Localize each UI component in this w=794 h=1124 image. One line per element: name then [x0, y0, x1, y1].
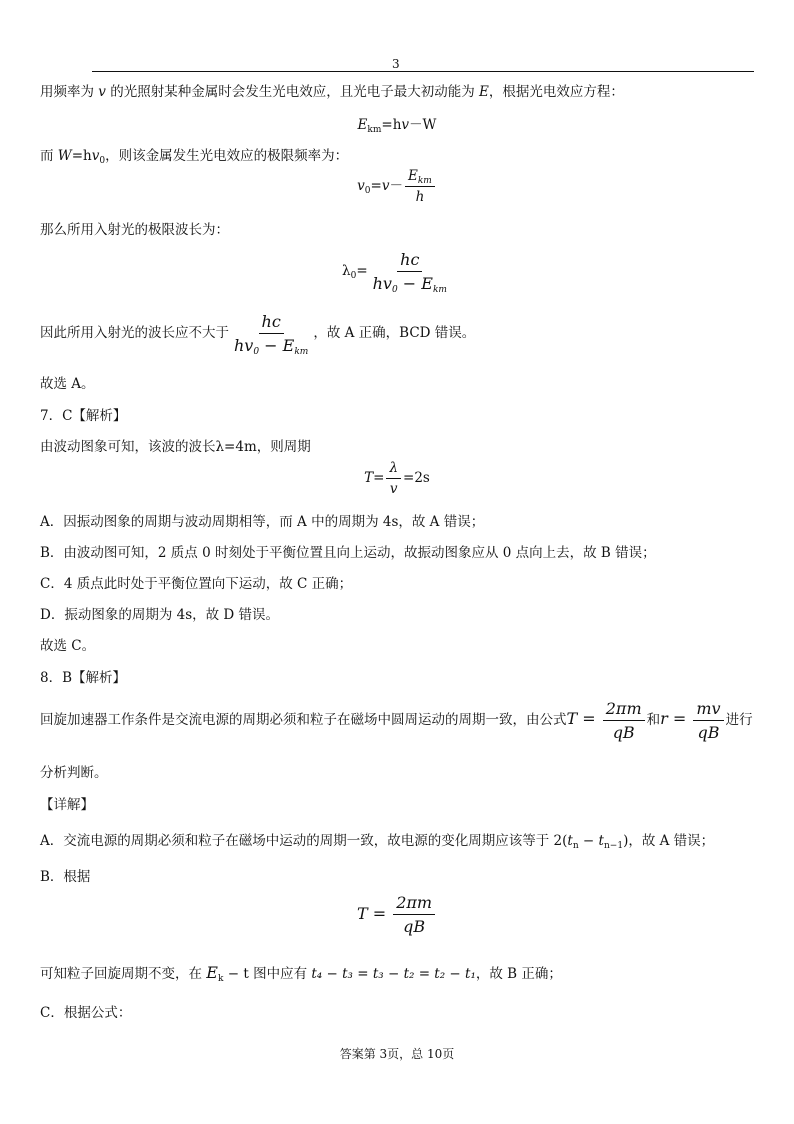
q7-line-1: 由波动图象可知，该波的波长λ=4m，则周期 [40, 439, 311, 455]
q7-option-b: B．由波动图可知，2 质点 0 时刻处于平衡位置且向上运动，故振动图象应从 0 点向上去，故 B 错误； [40, 545, 656, 561]
q8-title: 8．B【解析】 [40, 670, 127, 686]
q8-detail-heading: 【详解】 [40, 797, 94, 813]
q7-title: 7．C【解析】 [40, 408, 127, 424]
page-footer: 答案第 3页，总 10页 [339, 1047, 455, 1061]
q7-option-d: D．振动图象的周期为 4s，故 D 错误。 [40, 607, 280, 623]
q8-option-c: C．根据公式： [40, 1005, 132, 1021]
q6-conclusion: 故选 A。 [40, 376, 95, 392]
q6-line-4: 因此所用入射光的波长应不大于 $\frac{hc}{hv_0 - E_{km}}$ ，故 A 正确，BCD 错误。 [40, 312, 476, 357]
page-number: 3 [392, 57, 400, 71]
q7-option-a: A．因振动图象的周期与波动周期相等，而 A 中的周期为 4s，故 A 错误； [40, 514, 485, 530]
q6-intro: 用频率为 v 的光照射某种金属时会发生光电效应，且光电子最大初动能为 E，根据光电效应方程： [40, 84, 624, 100]
q7-option-c: C．4 质点此时处于平衡位置向下运动，故 C 正确； [40, 576, 353, 592]
header-divider [92, 71, 754, 72]
q8-line-2: 分析判断。 [40, 765, 108, 781]
q7-conclusion: 故选 C。 [40, 638, 96, 654]
q8-option-b: B．根据 [40, 869, 91, 885]
q8-equation-period: T = $\frac{2\pi m}{qB}$ [0, 893, 794, 936]
q8-line-3: 可知粒子回旋周期不变，在 $E_k - t$ 图中应有 t₄ − t₃ = t₃ − t₂ = t₂ − t₁，故 B 正确； [40, 963, 562, 984]
q6-equation-2: $v_0=v-$ $\frac{E_{km}}{h}$ [0, 168, 794, 205]
q6-equation-1: $E_{km}=hv-W$ [357, 117, 437, 135]
q7-equation: T= $\frac{\lambda}{v}$ =2s [364, 460, 430, 497]
q6-equation-3: $\lambda_0=$ $\frac{hc}{hv_0 - E_{km}}$ [342, 250, 447, 295]
q6-line-3: 那么所用入射光的极限波长为： [40, 222, 229, 238]
q6-line-2: 而 $W=hv_0$，则该金属发生光电效应的极限频率为： [40, 148, 349, 166]
q8-line-1: 回旋加速器工作条件是交流电源的周期必须和粒子在磁场中圆周运动的周期一致，由公式T = $\frac{2\pi m}{qB}$ 和r = $\frac{mv}{qB}$ 进行 [40, 699, 753, 742]
q8-option-a: A．交流电源的周期必须和粒子在磁场中运动的周期一致，故电源的变化周期应该等于 $2(t_n - t_{n-1})$，故 A 错误； [40, 833, 715, 851]
